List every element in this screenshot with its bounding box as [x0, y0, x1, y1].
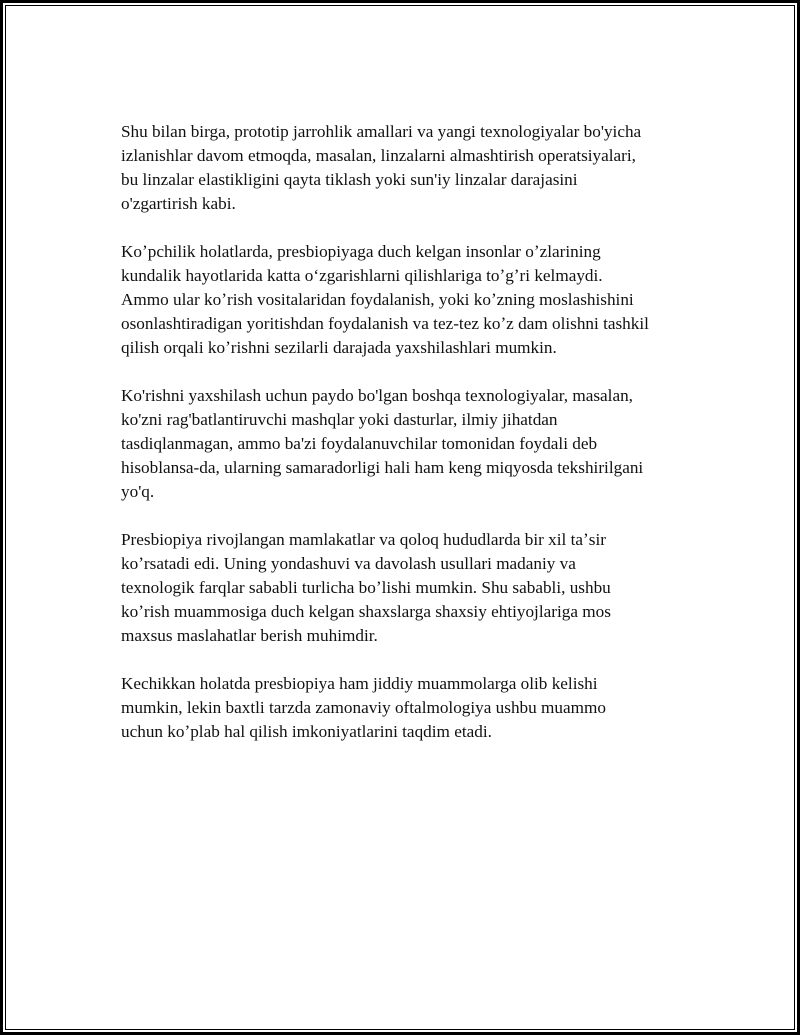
paragraph-4: Presbiopiya rivojlangan mamlakatlar va qoloq hududlarda bir xil taʼsir koʼrsatadi edi. Uning yondashuvi va davolash usullari madaniy va texnologik farqlar sababli turlicha boʼlishi mumkin. Shu sababli, ushbu koʼrish muammosiga duch kelgan shaxslarga shaxsiy ehtiyojlariga mos maxsus maslahatlar berish muhimdir.	[121, 530, 611, 645]
paragraph-2: Koʼpchilik holatlarda, presbiopiyaga duch kelgan insonlar oʼzlarining kundalik hayotlarida katta oʻzgarishlarni qilishlariga toʼgʼri kelmaydi. Ammo ular koʼrish vositalaridan foydalanish, yoki koʼzning moslashishini osonlashtiradigan yoritishdan foydalanish va tez-tez koʼz dam olishni tashkil qilish orqali koʼrishni sezilarli darajada yaxshilashlari mumkin.	[121, 242, 649, 357]
paragraph-5: Kechikkan holatda presbiopiya ham jiddiy muammolarga olib kelishi mumkin, lekin baxtli tarzda zamonaviy oftalmologiya ushbu muammo uchun koʼplab hal qilish imkoniyatlarini taqdim etadi.	[121, 674, 606, 741]
paragraph-3: Ko'rishni yaxshilash uchun paydo bo'lgan boshqa texnologiyalar, masalan, ko'zni rag'batlantiruvchi mashqlar yoki dasturlar, ilmiy jihatdan tasdiqlanmagan, ammo ba'zi foydalanuvchilar tomonidan foydali deb hisoblansa-da, ularning samaradorligi hali ham keng miqyosda tekshirilgani yo'q.	[121, 386, 644, 501]
paragraph-1: Shu bilan birga, prototip jarrohlik amallari va yangi texnologiyalar bo'yicha izlanishlar davom etmoqda, masalan, linzalarni almashtirish operatsiyalari, bu linzalar elastikligini qayta tiklash yoki sun'iy linzalar darajasini o'zgartirish kabi.	[121, 122, 642, 213]
document-body	[121, 120, 701, 768]
